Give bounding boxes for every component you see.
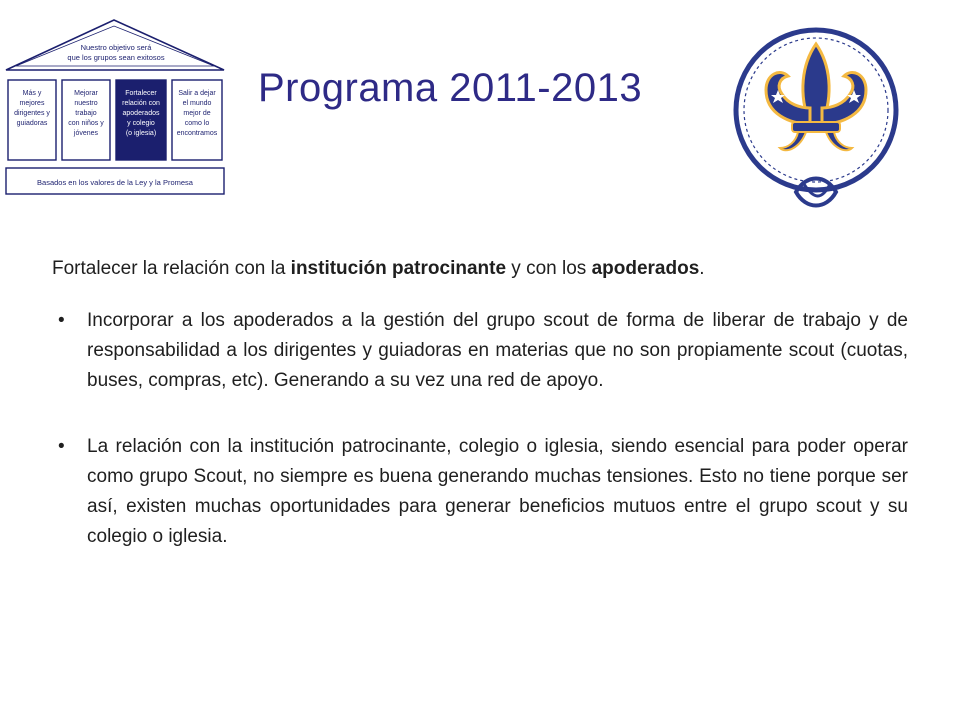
slide-body — [52, 254, 908, 588]
intro-text-3: . — [699, 258, 705, 279]
bullet-item-1 — [52, 306, 908, 396]
objectives-house-diagram — [2, 18, 228, 198]
pillar-3-line3: apoderados — [122, 110, 160, 117]
pillar-2-line1: Mejorar — [74, 90, 98, 97]
roof-text-line2: que los grupos sean exitosos — [67, 53, 165, 62]
pillar-2-line4: con niños y — [68, 120, 104, 127]
pillar-1 — [8, 80, 56, 160]
pillar-2-line5: jóvenes — [73, 130, 99, 137]
scout-emblem — [730, 24, 902, 216]
pillar-2-line3: trabajo — [75, 110, 97, 117]
pillar-1-line2: mejores — [19, 100, 45, 107]
intro-paragraph — [52, 254, 908, 284]
pillar-1-line3: dirigentes y — [14, 110, 50, 117]
fleur-de-lis-icon — [730, 24, 902, 216]
intro-bold-institucion: institución patrocinante — [290, 258, 507, 279]
pillar-3-highlighted — [116, 80, 166, 160]
pillar-4-line1: Salir a dejar — [178, 90, 216, 97]
pillar-3-line4: y colegio — [127, 120, 155, 127]
intro-bold-apoderados: apoderados — [591, 258, 700, 279]
pillar-2 — [62, 80, 110, 160]
bullet-symbol: • — [58, 436, 65, 457]
slide-title: Programa 2011-2013 — [258, 66, 643, 110]
roof-text-line1: Nuestro objetivo será — [80, 43, 152, 52]
bullet-item-2 — [52, 432, 908, 552]
pillar-3-line5: (o iglesia) — [125, 130, 157, 137]
pillar-4 — [172, 80, 222, 160]
bullet-symbol: • — [58, 310, 65, 331]
pillar-4-line5: encontramos — [176, 130, 218, 137]
pillar-4-line3: mejor de — [183, 110, 211, 117]
pillar-4-line4: como lo — [184, 120, 210, 127]
bullet-list — [52, 306, 908, 552]
bullet-text-2: La relación con la institución patrocinante, colegio o iglesia, siendo esencial para poder operar como grupo Scout, no siempre es buena generando muchas tensiones. Esto no tiene porque ser así, existen muchas oportunidades para generar beneficios mutuos entre el grupo scout y su colegio o iglesia. — [87, 436, 908, 547]
pillar-3-line1: Fortalecer — [125, 90, 157, 97]
pillar-2-line2: nuestro — [74, 100, 98, 107]
pillar-4-line2: el mundo — [182, 100, 212, 107]
house-diagram-graphic — [2, 18, 228, 198]
pillar-1-line4: guiadoras — [16, 120, 48, 127]
bullet-text-1: Incorporar a los apoderados a la gestión del grupo scout de forma de liberar de trabajo y de responsabilidad a los dirigentes y guiadoras en materias que no son propiamente scout (cuotas, buses, compras, etc). Generando a su vez una red de apoyo. — [87, 310, 908, 391]
pillar-3-line2: relación con — [122, 100, 160, 107]
pillar-1-line1: Más y — [22, 90, 42, 97]
intro-text-2: y con los — [506, 258, 592, 279]
intro-text-1: Fortalecer la relación con la — [52, 258, 291, 279]
base-text: Basados en los valores de la Ley y la Promesa — [37, 178, 193, 187]
